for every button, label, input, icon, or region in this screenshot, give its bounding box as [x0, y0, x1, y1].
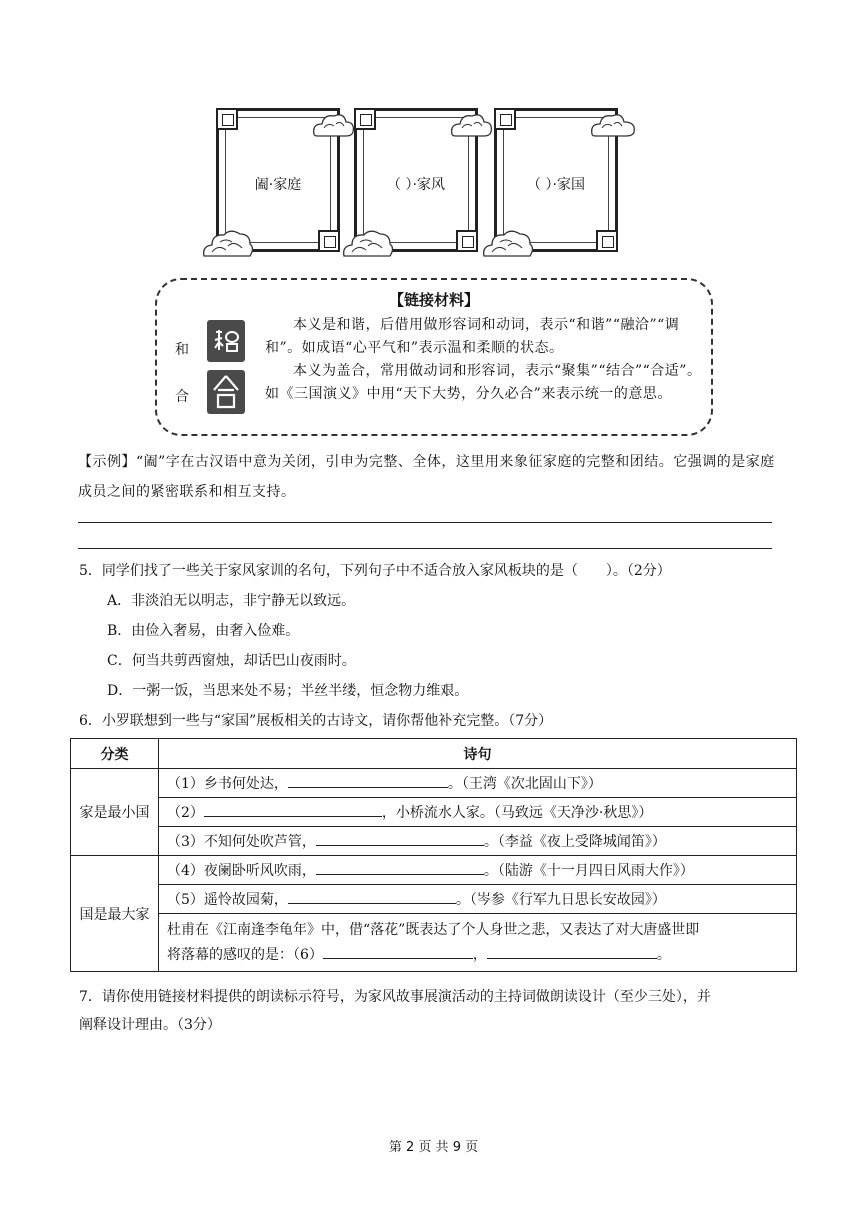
poem-prefix: （1）乡书何处达， [167, 776, 288, 792]
he-description: 本义是和谐，后借用做形容词和动词，表示“和谐”“融洽”“调和”。如成语“心平气和”表示温和柔顺的状态。 [265, 317, 680, 356]
poem-prefix: （3）不知何处吹芦管， [167, 834, 316, 850]
frame-caption: （ ）·家国 [527, 177, 585, 193]
answer-line [78, 522, 772, 523]
frame-corner-ornament [318, 230, 340, 252]
seal-ge-icon [207, 370, 245, 414]
answer-blank[interactable] [487, 944, 657, 959]
option-a: A．非淡泊无以明志，非宁静无以致远。 [107, 593, 356, 609]
link-material-box [155, 278, 713, 436]
cloud-icon [448, 110, 494, 140]
frame-corner-ornament [354, 108, 376, 130]
answer-blank[interactable] [288, 889, 456, 904]
frame-caption: 阖·家庭 [254, 177, 302, 193]
cloud-icon [480, 226, 536, 262]
frame-corner-ornament [456, 230, 478, 252]
char-he-label: 和 [175, 342, 189, 358]
category-cell: 家是最小国 [71, 769, 159, 856]
question-5: 5．同学们找了一些关于家风家训的名句，下列句子中不适合放入家风板块的是（ ）。（2分） [79, 563, 671, 579]
page-number: 第 2 页 共 9 页 [388, 1140, 479, 1155]
seal-he-icon [207, 320, 245, 362]
cloud-icon [588, 110, 638, 140]
poem-table [70, 738, 797, 972]
option-d: D．一粥一饭，当思来处不易；半丝半缕，恒念物力维艰。 [107, 683, 469, 699]
poem-row-6 [159, 914, 797, 972]
answer-blank[interactable] [204, 802, 382, 817]
poem-6-line1: 杜甫在《江南逢李龟年》中，借“落花”既表达了个人身世之悲，又表达了对大唐盛世即 [167, 921, 700, 938]
poem-row [159, 827, 797, 856]
poem-6-prefix: 将落幕的感叹的是：（6） [167, 946, 323, 963]
cloud-icon [200, 226, 256, 262]
poem-6-end: 。 [656, 946, 671, 963]
poem-6-sep: ， [472, 946, 487, 963]
question-6: 6．小罗联想到一些与“家国”展板相关的古诗文，请你帮他补充完整。（7分） [79, 713, 553, 729]
ge-description: 本义为盖合，常用做动词和形容词，表示“聚集”“结合”“合适”。如《三国演义》中用“天下大势，分久必合”来表示统一的意思。 [265, 363, 702, 402]
poem-row [159, 798, 797, 827]
link-material-title: 【链接材料】 [388, 291, 479, 309]
category-cell: 国是最大家 [71, 856, 159, 972]
poem-row [159, 769, 797, 798]
frame-corner-ornament [216, 108, 238, 130]
poem-row [159, 856, 797, 885]
option-b: B．由俭入奢易，由奢入俭难。 [107, 623, 300, 639]
example-text: 【示例】“阖”字在古汉语中意为关闭，引申为完整、全体，这里用来象征家庭的完整和团结。它强调的是家庭成员之间的紧密联系和相互支持。 [78, 454, 775, 500]
header-poem: 诗句 [159, 739, 797, 769]
poem-prefix: （5）遥怜故园菊， [167, 892, 288, 908]
cloud-icon [340, 226, 396, 262]
cloud-icon [310, 110, 356, 140]
poem-suffix: 。（陆游《十一月四日风雨大作》） [483, 863, 694, 879]
frame-corner-ornament [596, 230, 618, 252]
poem-prefix: （2） [167, 805, 204, 821]
answer-blank[interactable] [323, 944, 473, 959]
poem-prefix: （4）夜阑卧听风吹雨， [167, 863, 316, 879]
poem-suffix: ，小桥流水人家。（马致远《天净沙·秋思》） [381, 805, 653, 821]
answer-line [78, 548, 772, 549]
answer-blank[interactable] [288, 773, 448, 788]
poem-suffix: 。（岑参《行军九日思长安故园》） [455, 892, 666, 908]
header-category: 分类 [71, 739, 159, 769]
frame-caption: （ ）·家风 [387, 177, 445, 193]
question-7-line1: 7．请你使用链接材料提供的朗读标示符号，为家风故事展演活动的主持词做朗读设计（至少三处），并 [79, 989, 711, 1005]
frame-corner-ornament [494, 108, 516, 130]
poem-row [159, 885, 797, 914]
poem-suffix: 。（王湾《次北固山下》） [447, 776, 602, 792]
question-7-line2: 阐释设计理由。（3分） [79, 1017, 221, 1033]
poem-suffix: 。（李益《夜上受降城闻笛》） [483, 834, 666, 850]
answer-blank[interactable] [316, 860, 484, 875]
option-c: C．何当共剪西窗烛，却话巴山夜雨时。 [107, 653, 356, 669]
answer-blank[interactable] [316, 831, 484, 846]
char-ge-label: 合 [175, 389, 189, 405]
